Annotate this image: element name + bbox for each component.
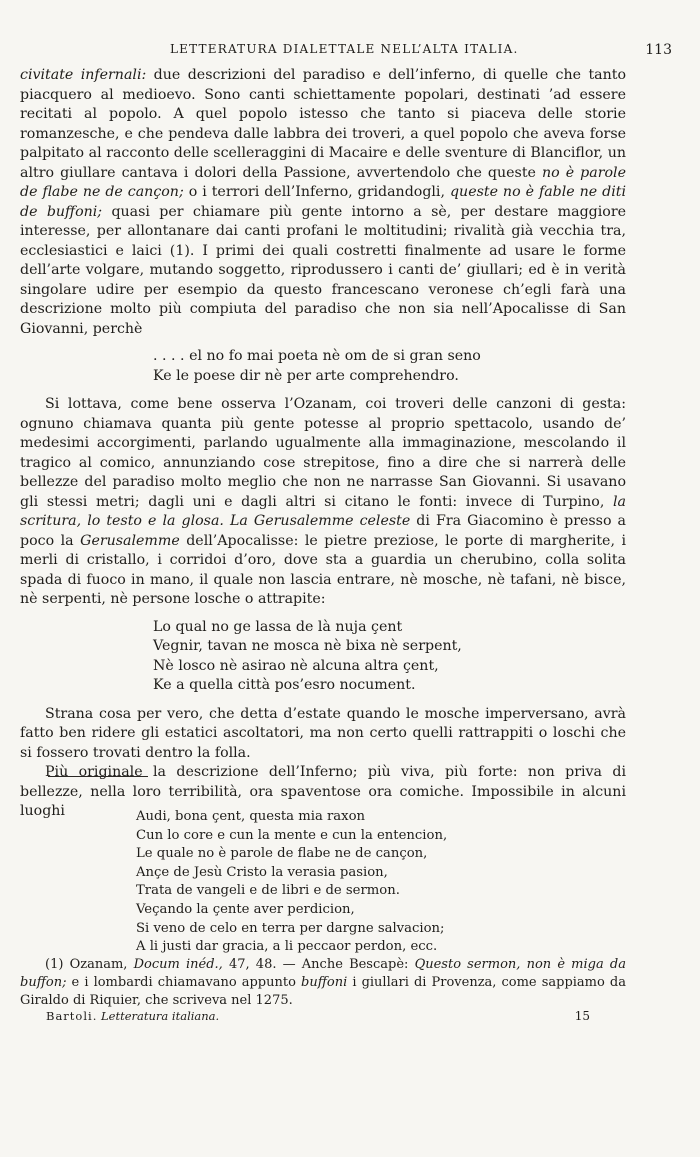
paragraph-1 [20, 66, 626, 339]
verse-quote-2 [153, 618, 626, 696]
signature-title: Letteratura italiana. [101, 1009, 220, 1023]
running-title: LETTERATURA DIALETTALE NELL’ALTA ITALIA. [170, 42, 519, 56]
italic-segment: buffoni [301, 975, 348, 990]
signature-author: Bartoli. [46, 1009, 98, 1023]
italic-segment: no è parole de flabe ne de cançon; [20, 164, 626, 200]
paragraph-3: Strana cosa per vero, che detta d’estate quando le mosche imperversano, avrà fatto ben ridere gli estatici ascoltatori, ma non certo quelli rattrappiti o loschi che si fossero trovati dentro la folla. [20, 705, 626, 761]
verse-line: . . . . el no fo mai poeta nè om de si gran seno [153, 348, 481, 364]
text-segment: due descrizioni del paradiso e dell’inferno, di quelle che tanto piacquero al medioevo. Sono canti schiettamente popolari, destinati ’ad essere recitati al popolo. A quel popolo istesso che tanto si piaceva delle storie romanzesche, e che pendeva dalle labbra dei troveri, a quel popolo che aveva forse palpitato al racconto delle scelleraggini di Macaire e delle sventure di Blanciflor, un altro giullare cantava i dolori della Passione, avvertendolo che queste [20, 67, 626, 181]
page-number: 113 [645, 42, 672, 58]
italic-segment: civitate infernali: [20, 67, 147, 83]
verse-line: Cun lo core e cun la mente e cun la entencion, [136, 827, 448, 843]
text-segment: 47, 48. — Anche Bescapè: [222, 957, 415, 972]
verse-line: Ke le poese dir nè per arte comprehendro. [153, 367, 459, 384]
italic-segment: Docum inéd., [133, 957, 223, 972]
footnote-verse [136, 808, 447, 957]
verse-line: Ançe de Jesù Cristo la verasia pasion, [136, 864, 388, 880]
verse-line: Trata de vangeli e de libri e de sermon. [136, 883, 400, 899]
verse-line: Nè losco nè asirao nè alcuna altra çent, [153, 657, 439, 674]
verse-line: Veçando la çente aver perdicion, [136, 901, 355, 917]
verse-line: Vegnir, tavan ne mosca nè bixa nè serpent, [153, 638, 462, 654]
text-segment: o i terrori dell’Inferno, gridandogli, [183, 184, 450, 200]
paragraph-4: Più originale la descrizione dell’Inferno; più viva, più forte: non priva di bellezze, nella loro terribilità, ora spaventose ora comiche. Impossibile in alcuni luoghi [20, 764, 626, 819]
footnote-separator [48, 776, 148, 777]
signature-number: 15 [574, 1009, 590, 1023]
text-segment: i giullari di Provenza, come sappiamo da Giraldo di Riquier, che scriveva nel 1275. [20, 975, 626, 1008]
text-segment: quasi per chiamare più gente intorno a sè, per destare maggiore interesse, per allontanare dai canti profani le moltitudini; rivalità già vecchia tra, ecclesiastici e laici (1). I primi dei quali costretti finalmente ad usare le forme dell’arte volgare, mutando soggetto, riprodussero i canti de’ giullari; ed è in verità singolare udire per esempio da questo francescano veronese ch’egli farà una descrizione molto più compiuta del paradiso che non sia nell’Apocalisse di San Giovanni, perchè [20, 203, 626, 337]
verse-line: Ke a quella città pos’esro nocument. [153, 677, 416, 693]
signature-line [46, 1009, 624, 1023]
italic-segment: Questo sermon, non è miga da buffon; [20, 957, 626, 990]
paragraph-2 [20, 395, 626, 610]
text-segment: dell’Apocalisse: le pietre preziose, le porte di margherite, i merli di cristallo, i corridoi d’oro, dove sta a guardia un cherubino, colla solita spada di fuoco in mano, il quale non lascia entrare, nè mosche, nè tafani, nè bisce, nè serpenti, nè persone losche o attrapite: [20, 532, 626, 607]
italic-segment: Gerusalemme [80, 532, 180, 549]
text-segment: (1) Ozanam, [45, 957, 134, 972]
verse-line: A li justi dar gracia, a li peccaor perdon, ecc. [136, 939, 438, 955]
footnote-1 [20, 956, 626, 1010]
main-text [20, 66, 626, 822]
italic-segment: la scritura, lo testo e la glosa. La Gerusalemme celeste [20, 493, 626, 529]
verse-line: Si veno de celo en terra per dargne salvacion; [136, 920, 445, 936]
text-segment: di Fra Giacomino è presso a poco la [20, 513, 626, 549]
verse-line: Lo qual no ge lassa de là nuja çent [153, 618, 403, 635]
italic-segment: queste no è fable ne diti de buffoni; [20, 184, 627, 220]
verse-quote-1 [153, 347, 626, 386]
footnote [20, 956, 626, 1010]
verse-line: Audi, bona çent, questa mia raxon [136, 809, 366, 824]
text-segment: Si lottava, come bene osserva l’Ozanam, coi troveri delle canzoni di gesta: ognuno chiamava quanta più gente potesse al proprio spettacolo, usando de’ medesimi accorgimenti, parlando ugualmente alla immaginazione, mescolando il tragico al comico, annunziando cose strepitose, fino a dire che si narrerà delle bellezze del paradiso molto meglio che non ne narrasse San Giovanni. Si usavano gli stessi metri; dagli uni e dagli altri si citano le fonti: invece di Turpino, [20, 396, 626, 510]
verse-line: Le quale no è parole de flabe ne de cançon, [136, 846, 428, 862]
text-segment: e i lombardi chiamavano appunto [66, 975, 301, 990]
